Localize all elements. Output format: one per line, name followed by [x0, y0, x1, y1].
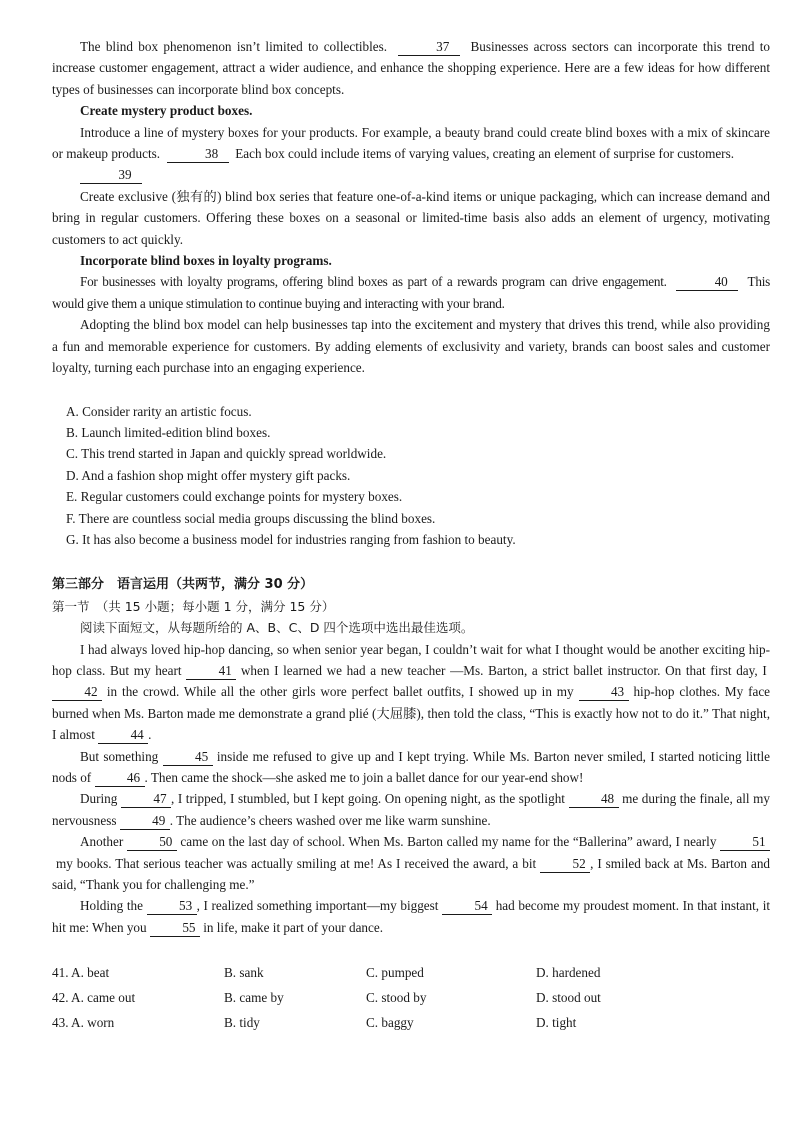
choice-41-a[interactable]: 41. A. beat	[52, 965, 110, 981]
blank-49[interactable]: 49	[120, 813, 170, 830]
choice-42-b[interactable]: B. came by	[224, 990, 284, 1006]
question-42-choices	[52, 985, 672, 1010]
subheading-loyalty-programs: Incorporate blind boxes in loyalty programs.	[80, 253, 332, 269]
passage2-paragraph-5: Holding the 53 , I realized something important—my biggest 54 had become my proudest moment. In that instant, it hit me: When you 55 in life, make it part of your dance.	[52, 898, 771, 935]
blank-39[interactable]: 39	[80, 167, 142, 184]
blank-48[interactable]: 48	[569, 791, 619, 808]
blank-38[interactable]: 38	[167, 146, 229, 163]
choice-41-c[interactable]: C. pumped	[366, 965, 424, 981]
choice-41-b[interactable]: B. sank	[224, 965, 264, 981]
answer-choices	[52, 960, 672, 1035]
choice-43-a[interactable]: 43. A. worn	[52, 1015, 115, 1031]
passage1-paragraph-3: Create exclusive (独有的) blind box series that feature one-of-a-kind items or unique packaging, which can increase demand and bring in regular customers. Offering these boxes on a seasonal or limited-time basis also adds an element of urgency, motivating customers to act quickly.	[52, 188, 770, 247]
passage2-paragraph-3: During 47 , I tripped, I stumbled, but I kept going. On opening night, as the spotlight 48 me during the finale, all my nervousness 49 . The audience’s cheers washed over me like warm sunshine.	[52, 791, 770, 828]
choice-43-d[interactable]: D. tight	[536, 1015, 577, 1031]
option-b[interactable]: B. Launch limited-edition blind boxes.	[66, 424, 271, 440]
choice-42-c[interactable]: C. stood by	[366, 990, 427, 1006]
choice-43-b[interactable]: B. tidy	[224, 1015, 260, 1031]
option-d[interactable]: D. And a fashion shop might offer mystery gift packs.	[66, 467, 351, 483]
question-43-choices	[52, 1010, 672, 1035]
passage2-paragraph-2: But something 45 inside me refused to give up and I kept trying. While Ms. Barton never smiled, I started noticing little nods of 46 . Then came the shock—she asked me to join a ballet dance for our year-end show!	[52, 748, 771, 785]
passage1-paragraph-1: The blind box phenomenon isn’t limited to collectibles. 37 Businesses across sectors can incorporate this trend to increase customer engagement, attract a wider audience, and enhance the shopping experience. Here are a few ideas for how different types of businesses can incorporate blind box concepts.	[52, 39, 771, 97]
passage2-paragraph-4: Another 50 came on the last day of school. When Ms. Barton called my name for the “Ballerina” award, I nearly 51 my books. That serious teacher was actually smiling at me! As I received the award, a bit 52 , I smiled back at Ms. Barton and said, “Thank you for challenging me.”	[52, 834, 771, 893]
blank-55[interactable]: 55	[150, 920, 200, 937]
option-a[interactable]: A. Consider rarity an artistic focus.	[66, 403, 252, 419]
choice-42-d[interactable]: D. stood out	[536, 990, 601, 1006]
blank-54[interactable]: 54	[442, 898, 492, 915]
passage1-paragraph-2: Introduce a line of mystery boxes for your products. For example, a beauty brand could create blind boxes with a mix of skincare or makeup products. 38 Each box could include items of varying values, creating an element of surprise for customers.	[52, 124, 770, 162]
question-41-choices	[52, 960, 672, 985]
blank-42[interactable]: 42	[52, 684, 102, 701]
blank-40[interactable]: 40	[676, 274, 738, 291]
blank-43[interactable]: 43	[579, 684, 629, 701]
exam-page	[52, 36, 770, 1035]
blank-52[interactable]: 52	[540, 856, 590, 873]
blank-37[interactable]: 37	[398, 39, 460, 56]
heading-blank-39	[52, 164, 770, 185]
blank-41[interactable]: 41	[186, 663, 236, 680]
passage1-paragraph-5: Adopting the blind box model can help businesses tap into the excitement and mystery that drives this trend, while also providing a fun and memorable experience for customers. By adding elements of exclusivity and variety, brands can boost sales and customer loyalty, turning each purchase into an engaging experience.	[52, 317, 770, 376]
option-c[interactable]: C. This trend started in Japan and quickly spread worldwide.	[66, 446, 387, 462]
blank-45[interactable]: 45	[163, 749, 213, 766]
blank-47[interactable]: 47	[121, 791, 171, 808]
option-list	[52, 401, 770, 551]
option-f[interactable]: F. There are countless social media groups discussing the blind boxes.	[66, 510, 436, 526]
passage2-paragraph-1: I had always loved hip-hop dancing, so when senior year began, I couldn’t wait for what I thought would be another exciting hip-hop class. But my heart 41 when I learned we had a new teacher —Ms. Barton, a strict ballet instructor. On that first day, I 42 in the crowd. While all the other girls wore perfect ballet outfits, I showed up in my 43 hip-hop clothes. My face burned when Ms. Barton made me demonstrate a grand plié (大屈膝), then told the class, “This is exactly how not to do it.” That night, I almost 44 .	[52, 641, 771, 743]
section-3-subtitle: 第一节 （共 15 小题；每小题 1 分，满分 15 分）	[52, 598, 335, 614]
option-g[interactable]: G. It has also become a business model for industries ranging from fashion to beauty.	[66, 531, 516, 547]
subheading-mystery-boxes: Create mystery product boxes.	[80, 103, 253, 119]
choice-41-d[interactable]: D. hardened	[536, 965, 601, 981]
blank-51[interactable]: 51	[720, 834, 770, 851]
section-3-title: 第三部分 语言运用（共两节，满分 30 分）	[52, 577, 314, 593]
choice-42-a[interactable]: 42. A. came out	[52, 990, 136, 1006]
section-3-directions: 阅读下面短文，从每题所给的 A、B、C、D 四个选项中选出最佳选项。	[80, 620, 474, 636]
passage1-paragraph-4: For businesses with loyalty programs, offering blind boxes as part of a rewards program can drive engagement. 40 This would give them a unique stimulation to continue buying and interacting with your brand.	[52, 274, 770, 311]
blank-50[interactable]: 50	[127, 834, 177, 851]
option-e[interactable]: E. Regular customers could exchange points for mystery boxes.	[66, 489, 403, 505]
blank-44[interactable]: 44	[98, 727, 148, 744]
choice-43-c[interactable]: C. baggy	[366, 1015, 414, 1031]
blank-46[interactable]: 46	[95, 770, 145, 787]
blank-53[interactable]: 53	[147, 898, 197, 915]
